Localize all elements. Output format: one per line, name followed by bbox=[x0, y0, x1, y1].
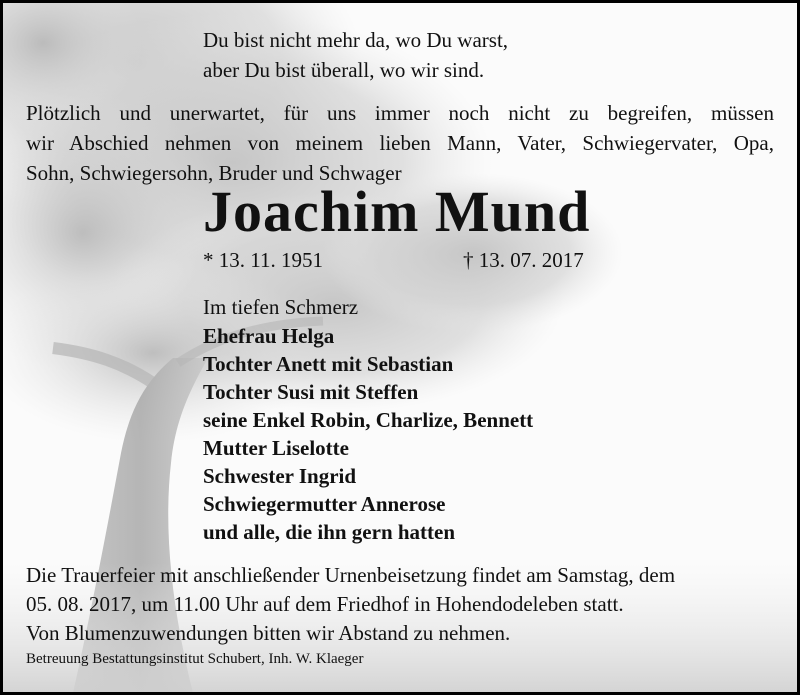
intro-line: wir Abschied nehmen von meinem lieben Mann, Vater, Schwiegervater, Opa, bbox=[26, 131, 774, 155]
mourner-entry: Schwester Ingrid bbox=[203, 464, 357, 488]
intro-line: Plötzlich und unerwartet, für uns immer noch nicht zu begreifen, müssen bbox=[26, 101, 774, 125]
funeral-info-line: Die Trauerfeier mit anschließender Urnenbeisetzung findet am Samstag, dem bbox=[26, 563, 676, 587]
intro-line: Sohn, Schwiegersohn, Bruder und Schwager bbox=[26, 161, 402, 185]
mourner-entry: Ehefrau Helga bbox=[203, 324, 335, 348]
mourner-entry: Schwiegermutter Annerose bbox=[203, 492, 446, 516]
motto-line: Du bist nicht mehr da, wo Du warst, bbox=[203, 28, 509, 52]
mourner-entry: Tochter Susi mit Steffen bbox=[203, 380, 419, 404]
mourner-entry: seine Enkel Robin, Charlize, Bennett bbox=[203, 408, 534, 432]
mourners-intro: Im tiefen Schmerz bbox=[203, 295, 359, 319]
mourner-entry: Tochter Anett mit Sebastian bbox=[203, 352, 454, 376]
death-date: † 13. 07. 2017 bbox=[463, 248, 584, 272]
deceased-name: Joachim Mund bbox=[203, 179, 591, 244]
funeral-info-line: 05. 08. 2017, um 11.00 Uhr auf dem Friedhof in Hohendodeleben statt. bbox=[26, 592, 624, 616]
birth-date: * 13. 11. 1951 bbox=[203, 248, 323, 272]
undertaker-credit: Betreuung Bestattungsinstitut Schubert, Inh. W. Klaeger bbox=[26, 651, 364, 667]
motto-line: aber Du bist überall, wo wir sind. bbox=[203, 58, 485, 82]
funeral-info-line: Von Blumenzuwendungen bitten wir Abstand zu nehmen. bbox=[26, 621, 511, 645]
mourner-entry: Mutter Liselotte bbox=[203, 436, 349, 460]
mourner-entry: und alle, die ihn gern hatten bbox=[203, 520, 456, 544]
